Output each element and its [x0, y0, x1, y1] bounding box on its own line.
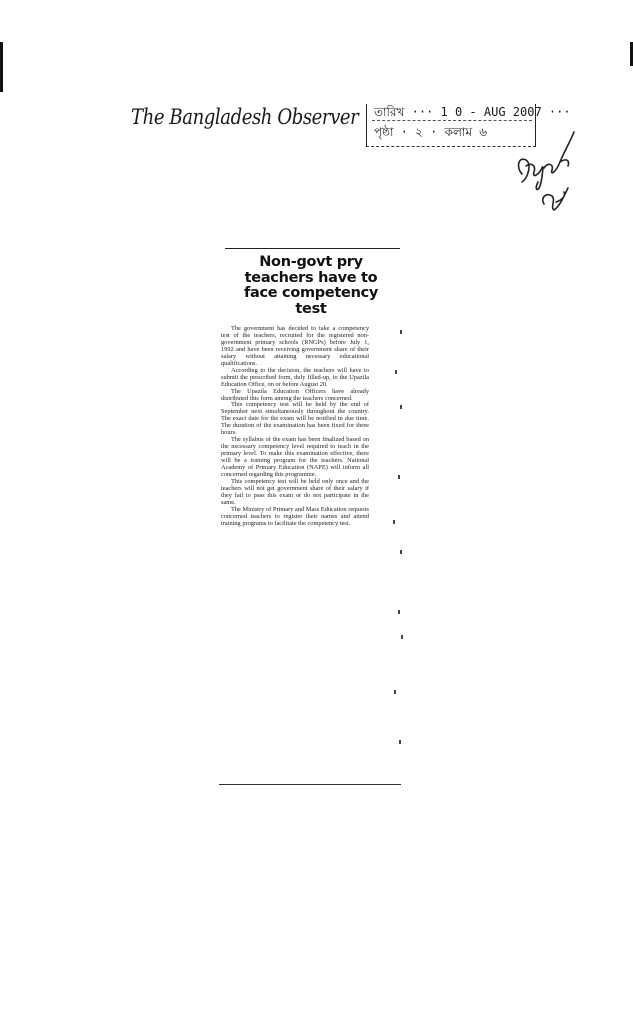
- article-body: [221, 326, 369, 528]
- article-paragraph: According to the decision, the teachers will have to submit the prescribed form, duly filled-up, to the Upazila Education Office, on or before August 20.: [221, 366, 369, 388]
- stamp-page-column-line: পৃষ্ঠা · ২ · কলাম ৬: [374, 125, 488, 139]
- scan-edge-left: [0, 42, 3, 92]
- clipping-bottom-rule: [219, 784, 401, 785]
- article-paragraph: The government has decided to take a competency test of the teachers, recruited for the registered non-government primary schools (RNGPs) before July 1, 1992 and have been receiving government share of their salary without attaining necessary educational qualifications.: [221, 325, 369, 367]
- article-paragraph: This competency test will be held by the end of September next simultaneously throughout the country. The exact date for the exam will be notified in due time. The duration of the examination has been fixed for three hours.: [221, 401, 369, 437]
- stamp-date-line: তারিখ ··· 1 0 - AUG 2007 ···: [374, 105, 571, 119]
- clipping-top-rule: [225, 248, 400, 249]
- article-paragraph: This competency test will be held only once and the teachers will not get government share of their salary if they fail to pass this exam or do not participate in the same.: [221, 477, 369, 506]
- scan-specks: [392, 310, 406, 770]
- article-paragraph: The Upazila Education Officers have already distributed this form among the teachers concerned.: [221, 387, 369, 402]
- article-headline: Non-govt pry teachers have to face competency test: [243, 254, 379, 317]
- article-paragraph: The syllabus of the exam has been finalized based on the necessary competency level required to teach in the primary level. To make this examination effective, there will be a training program for the teachers. National Academy of Primary Education (NAPE) will inform all concerned regarding this programme.: [221, 436, 369, 479]
- article-paragraph: The Ministry of Primary and Mass Education requests concerned teachers to register their names and attend training programs to facilitate the competency test.: [221, 505, 369, 527]
- news-clipping: [219, 240, 405, 785]
- handwritten-signature: [508, 122, 588, 217]
- newspaper-masthead: The Bangladesh Observer: [131, 105, 359, 129]
